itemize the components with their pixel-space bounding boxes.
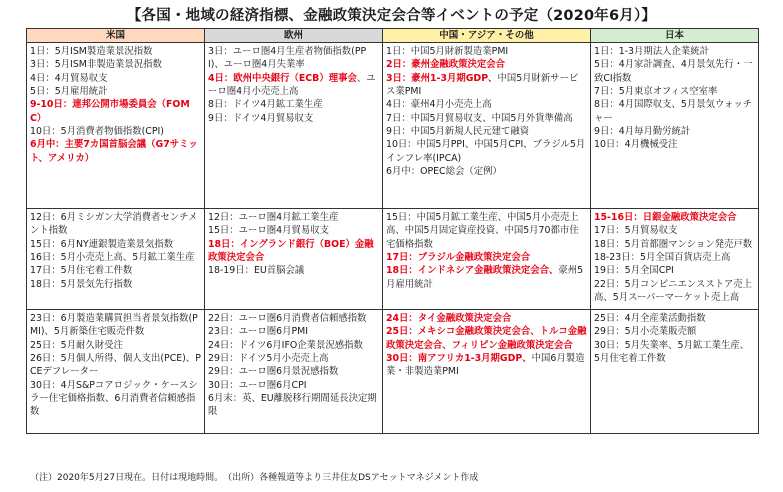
cell-japan bbox=[591, 209, 759, 310]
event-line bbox=[30, 45, 201, 58]
cell-japan bbox=[591, 310, 759, 434]
event-line bbox=[30, 312, 201, 339]
event-item: 17日：5月貿易収支 bbox=[594, 225, 678, 237]
event-item: 9-10日：連邦公開市場委員会（FOMC） bbox=[30, 99, 190, 124]
event-item: 8日：ドイツ4月鉱工業生産 bbox=[208, 99, 323, 111]
event-item: 9日：ドイツ4月貿易収支 bbox=[208, 112, 314, 124]
event-item: 15日：ユーロ圏4月貿易収支 bbox=[208, 225, 330, 237]
event-line bbox=[594, 325, 755, 338]
event-item: 29日：ドイツ5月小売売上高 bbox=[208, 353, 329, 365]
footnote: （注）2020年5月27日現在。日付は現地時間。 （出所）各種報道等より三井住友DSアセットマネジメント作成 bbox=[30, 473, 479, 483]
event-item: 6月末：英、EU離脱移行期間延長決定期限 bbox=[208, 393, 377, 418]
event-item: 17日：ブラジル金融政策決定会合 bbox=[386, 252, 531, 264]
event-item: 豪州5月雇用統計 bbox=[386, 265, 584, 290]
event-line bbox=[386, 98, 587, 111]
event-item: 7日：中国5月貿易収支、中国5月外貨準備高 bbox=[386, 112, 573, 124]
event-line bbox=[30, 238, 201, 251]
event-item: 7日：5月東京オフィス空室率 bbox=[594, 86, 718, 98]
event-item: 25日：メキシコ金融政策決定会合、トルコ金融政策決定会合、フィリピン金融政策決定会合 bbox=[386, 326, 587, 351]
event-item: 18日：5月首都圏マンション発売戸数 bbox=[594, 238, 753, 250]
event-item: 12日：ユーロ圏4月鉱工業生産 bbox=[208, 212, 339, 223]
event-item: 4日：4月貿易収支 bbox=[30, 72, 108, 84]
event-calendar-table bbox=[26, 28, 759, 434]
event-line bbox=[208, 112, 379, 125]
event-line bbox=[386, 72, 587, 99]
event-line bbox=[386, 138, 587, 165]
event-item: 1日：5月ISM製造業景況指数 bbox=[30, 46, 153, 57]
event-line bbox=[386, 45, 587, 58]
event-line bbox=[30, 264, 201, 277]
header-row bbox=[27, 29, 759, 43]
event-item: 29日：5月小売業販売額 bbox=[594, 326, 697, 338]
event-item: 30日：ユーロ圏6月CPI bbox=[208, 379, 307, 391]
event-item: 17日：5月住宅着工件数 bbox=[30, 265, 133, 277]
event-line bbox=[208, 379, 379, 392]
week-row bbox=[27, 310, 759, 434]
event-item: 16日：5月小売売上高、5月鉱工業生産 bbox=[30, 252, 195, 264]
event-line bbox=[594, 58, 755, 85]
event-line bbox=[30, 278, 201, 291]
event-line bbox=[594, 238, 755, 251]
event-line bbox=[386, 325, 587, 352]
week-row bbox=[27, 43, 759, 209]
event-item: 1日：1-3月期法人企業統計 bbox=[594, 46, 710, 57]
event-item: 26日：5月個人所得、個人支出(PCE)、PCEデフレーター bbox=[30, 353, 201, 378]
event-line bbox=[594, 98, 755, 125]
event-line bbox=[386, 251, 587, 264]
event-line bbox=[386, 264, 587, 291]
event-line bbox=[386, 211, 587, 251]
event-item: 25日：4月全産業活動指数 bbox=[594, 313, 706, 324]
cell-asia bbox=[383, 310, 591, 434]
event-line bbox=[208, 325, 379, 338]
cell-us bbox=[27, 43, 205, 209]
event-line bbox=[594, 278, 755, 305]
event-item: 18日：インドネシア金融政策決定会合、 bbox=[386, 265, 559, 277]
event-line bbox=[208, 45, 379, 72]
event-line bbox=[208, 365, 379, 378]
cell-us bbox=[27, 310, 205, 434]
event-line bbox=[594, 264, 755, 277]
event-line bbox=[594, 125, 755, 138]
event-item: 18日：5月景気先行指数 bbox=[30, 278, 133, 290]
event-line bbox=[208, 392, 379, 419]
event-item: 23日：ユーロ圏6月PMI bbox=[208, 326, 309, 338]
event-line bbox=[208, 339, 379, 352]
event-item: 22日：ユーロ圏6月消費者信頼感指数 bbox=[208, 313, 367, 324]
event-item: 5日：4月家計調査、4月景気先行・一致CI指数 bbox=[594, 59, 753, 84]
event-line bbox=[30, 85, 201, 98]
event-line bbox=[208, 72, 379, 99]
event-item: 10日：4月機械受注 bbox=[594, 139, 678, 151]
event-line bbox=[594, 138, 755, 151]
event-line bbox=[30, 72, 201, 85]
cell-eu bbox=[205, 43, 383, 209]
event-line bbox=[208, 211, 379, 224]
event-line bbox=[30, 98, 201, 125]
event-line bbox=[594, 85, 755, 98]
event-line bbox=[594, 339, 755, 366]
event-line bbox=[208, 264, 379, 277]
event-line bbox=[386, 112, 587, 125]
cell-japan bbox=[591, 43, 759, 209]
event-line bbox=[30, 211, 201, 238]
event-item: 24日：タイ金融政策決定会合 bbox=[386, 313, 512, 324]
event-item: 3日：豪州1-3月期GDP、 bbox=[386, 72, 498, 84]
header-japan: 日本 bbox=[591, 29, 759, 43]
event-item: 23日：6月製造業購買担当者景気指数(PMI)、5月新築住宅販売件数 bbox=[30, 313, 198, 338]
event-line bbox=[386, 58, 587, 71]
event-line bbox=[208, 224, 379, 237]
event-line bbox=[594, 224, 755, 237]
event-line bbox=[208, 238, 379, 265]
event-item: 、ユーロ圏4月小売売上高 bbox=[208, 72, 376, 98]
event-item: 18-23日：5月全国百貨店売上高 bbox=[594, 252, 731, 264]
event-item: 18日：イングランド銀行（BOE）金融政策決定会合 bbox=[208, 238, 374, 264]
event-line bbox=[386, 125, 587, 138]
event-line bbox=[30, 339, 201, 352]
event-item: 6月中：主要7カ国首脳会議（G7サミット、アメリカ） bbox=[30, 139, 198, 164]
event-item: 18-19日：EU首脳会議 bbox=[208, 265, 305, 277]
event-item: 10日：中国5月PPI、中国5月CPI、ブラジル5月インフレ率(IPCA) bbox=[386, 139, 586, 164]
event-item: 25日：5月耐久財受注 bbox=[30, 339, 123, 351]
header-asia: 中国・アジア・その他 bbox=[383, 29, 591, 43]
event-line bbox=[30, 379, 201, 419]
cell-eu bbox=[205, 310, 383, 434]
event-line bbox=[594, 312, 755, 325]
cell-us bbox=[27, 209, 205, 310]
event-line bbox=[208, 312, 379, 325]
event-item: 中国6月製造業・非製造業PMI bbox=[386, 353, 585, 378]
event-line bbox=[386, 312, 587, 325]
event-line bbox=[386, 352, 587, 379]
week-row bbox=[27, 209, 759, 310]
event-line bbox=[30, 125, 201, 138]
cell-asia bbox=[383, 209, 591, 310]
event-item: 3日：5月ISM非製造業景況指数 bbox=[30, 59, 162, 71]
event-line bbox=[30, 138, 201, 165]
event-item: 30日：南アフリカ1-3月期GDP、 bbox=[386, 353, 532, 365]
event-item: 6月中：OPEC総会（定例） bbox=[386, 166, 502, 178]
event-item: 12日：6月ミシガン大学消費者センチメント指数 bbox=[30, 212, 198, 237]
event-line bbox=[594, 251, 755, 264]
event-item: 9日：4月毎月勤労統計 bbox=[594, 126, 691, 138]
event-item: 29日：ユーロ圏6月景況感指数 bbox=[208, 366, 339, 378]
event-item: 1日：中国5月財新製造業PMI bbox=[386, 46, 509, 57]
event-item: 4日：欧州中央銀行（ECB）理事会 bbox=[208, 72, 357, 84]
event-item: 2日：豪州金融政策決定会合 bbox=[386, 59, 506, 71]
event-item: 15日：中国5月鉱工業生産、中国5月小売売上高、中国5月固定資産投資、中国5月70都市住宅価格指数 bbox=[386, 212, 579, 250]
event-line bbox=[208, 352, 379, 365]
header-eu: 欧州 bbox=[205, 29, 383, 43]
page-title: 【各国・地域の経済指標、金融政策決定会合等イベントの予定（2020年6月）】 bbox=[126, 8, 657, 24]
event-line bbox=[208, 98, 379, 111]
event-item: 15-16日：日銀金融政策決定会合 bbox=[594, 212, 737, 223]
event-item: 4日：豪州4月小売売上高 bbox=[386, 99, 492, 111]
event-item: 3日：ユーロ圏4月生産者物価指数(PPI)、ユーロ圏4月失業率 bbox=[208, 46, 367, 71]
cell-asia bbox=[383, 43, 591, 209]
event-item: 8日：4月国際収支、5月景気ウォッチャー bbox=[594, 99, 753, 124]
event-line bbox=[30, 58, 201, 71]
event-line bbox=[30, 251, 201, 264]
event-item: 9日：中国5月新規人民元建て融資 bbox=[386, 126, 530, 138]
event-line bbox=[30, 352, 201, 379]
event-item: 5日：5月雇用統計 bbox=[30, 86, 108, 98]
event-item: 24日：ドイツ6月IFO企業景況感指数 bbox=[208, 339, 363, 351]
event-item: 22日：5月コンビニエンスストア売上高、5月スーパーマーケット売上高 bbox=[594, 278, 752, 304]
event-line bbox=[594, 45, 755, 58]
event-item: 19日：5月全国CPI bbox=[594, 265, 674, 277]
event-item: 中国5月財新サービス業PMI bbox=[386, 72, 579, 98]
cell-eu bbox=[205, 209, 383, 310]
event-line bbox=[594, 211, 755, 224]
header-us: 米国 bbox=[27, 29, 205, 43]
event-item: 30日：5月失業率、5月鉱工業生産、5月住宅着工件数 bbox=[594, 339, 750, 365]
event-line bbox=[386, 165, 587, 178]
event-item: 10日：5月消費者物価指数(CPI) bbox=[30, 126, 164, 138]
event-item: 30日：4月S&Pコアロジック・ケースシラー住宅価格指数、6月消費者信頼感指数 bbox=[30, 379, 198, 418]
event-item: 15日：6月NY連銀製造業景気指数 bbox=[30, 238, 174, 250]
